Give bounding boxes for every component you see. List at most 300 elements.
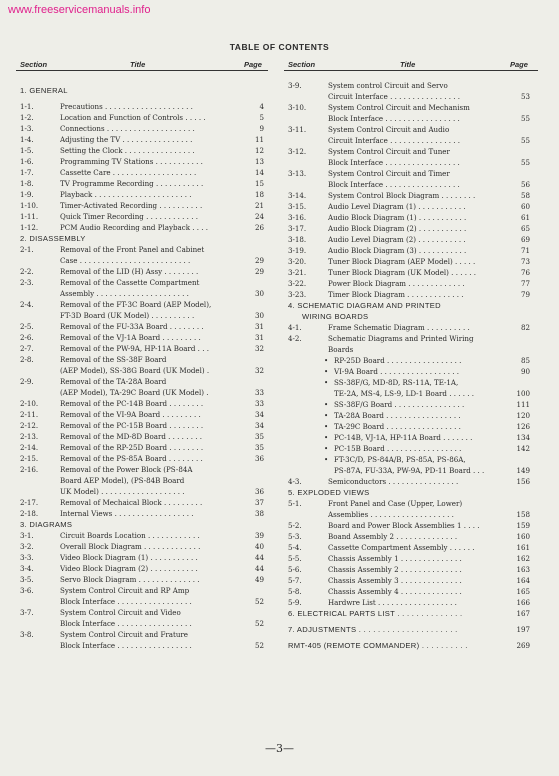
- entry-number: 1-10.: [20, 201, 39, 210]
- toc-entry[interactable]: [288, 201, 530, 212]
- page-ref: 35: [254, 443, 264, 452]
- toc-entry[interactable]: [288, 377, 530, 388]
- toc-entry[interactable]: [20, 387, 264, 398]
- entry-title: System Control Circuit and RP Amp: [60, 586, 190, 595]
- entry-title: Overall Block Diagram . . . . . . . . . . . . .: [60, 542, 201, 551]
- entry-title: Boand Assembly 2 . . . . . . . . . . . . . .: [328, 532, 458, 541]
- entry-number: 2-3.: [20, 278, 34, 287]
- page-ref: 37: [254, 498, 264, 507]
- toc-entry[interactable]: [288, 223, 530, 234]
- toc-entry[interactable]: [288, 212, 530, 223]
- toc-entry[interactable]: [288, 465, 530, 476]
- entry-title: PCM Audio Recording and Playback . . . .: [60, 223, 209, 232]
- entry-number: 2-1.: [20, 245, 34, 254]
- entry-title: Timer-Activated Recording . . . . . . . . . .: [60, 201, 203, 210]
- entry-number: 3-8.: [20, 630, 34, 639]
- page-ref: 76: [520, 268, 530, 277]
- entry-number: 3-11.: [288, 125, 307, 134]
- toc-entry[interactable]: [20, 563, 264, 574]
- toc-entry[interactable]: [288, 421, 530, 432]
- toc-entry[interactable]: [20, 244, 264, 255]
- page-ref: 12: [254, 146, 264, 155]
- page-ref: 100: [516, 389, 530, 398]
- entry-title: Removal of the PW-9A, HP-11A Board . . .: [60, 344, 209, 353]
- entry-number: 5-4.: [288, 543, 302, 552]
- page-ref: 162: [516, 554, 530, 563]
- entry-number: 3-14.: [288, 191, 307, 200]
- bullet: •: [324, 367, 329, 376]
- entry-title: Removal of the VI-9A Board . . . . . . . . .: [60, 410, 201, 419]
- toc-entry[interactable]: [288, 278, 530, 289]
- entry-number: 3-15.: [288, 202, 307, 211]
- entry-title: Tuner Block Diagram (AEP Model) . . . . .: [328, 257, 476, 266]
- entry-number: 3-18.: [288, 235, 307, 244]
- entry-number: 1-2.: [20, 113, 34, 122]
- entry-number: 5-7.: [288, 576, 302, 585]
- page-ref: 164: [516, 576, 530, 585]
- entry-number: 2-5.: [20, 322, 34, 331]
- entry-title: Assembly . . . . . . . . . . . . . . . . . . . . .: [60, 289, 189, 298]
- page-ref: 30: [254, 311, 264, 320]
- toc-entry[interactable]: [20, 167, 264, 178]
- page-ref: 163: [516, 565, 530, 574]
- page-ref: 79: [520, 290, 530, 299]
- entry-title: FT-3D Board (UK Model) . . . . . . . . . .: [60, 311, 195, 320]
- toc-entry[interactable]: [288, 168, 530, 179]
- entry-number: 2-15.: [20, 454, 39, 463]
- toc-entry[interactable]: [288, 344, 530, 355]
- entry-title: SS-38F/G, MD-8D, RS-11A, TE-1A,: [334, 378, 459, 387]
- entry-title: Setting the Clock . . . . . . . . . . . . . . . .: [60, 146, 195, 155]
- toc-entry[interactable]: [288, 476, 530, 487]
- page-ref: 29: [254, 267, 264, 276]
- toc-entry[interactable]: [288, 267, 530, 278]
- entry-title: System Control Circuit and Audio: [328, 125, 450, 134]
- page-ref: 82: [520, 323, 530, 332]
- section-title: 3. DIAGRAMS: [20, 520, 73, 529]
- toc-entry[interactable]: [288, 146, 530, 157]
- entry-number: 3-5.: [20, 575, 34, 584]
- entry-title: Removal of the PS-85A Board . . . . . . . .: [60, 454, 203, 463]
- toc-entry[interactable]: [20, 442, 264, 453]
- page-ref: 55: [520, 114, 530, 123]
- toc-entry[interactable]: [20, 497, 264, 508]
- toc-entry[interactable]: [20, 189, 264, 200]
- entry-number: 1-1.: [20, 102, 34, 111]
- entry-number: 2-4.: [20, 300, 34, 309]
- section-title: 4. SCHEMATIC DIAGRAM AND PRINTED: [288, 301, 441, 310]
- entry-title: Circuit Interface . . . . . . . . . . . . . . . .: [328, 92, 460, 101]
- entry-title: Removal of the PC-14B Board . . . . . . . .: [60, 399, 204, 408]
- toc-entry[interactable]: [20, 464, 264, 475]
- toc-section-heading[interactable]: [288, 487, 530, 498]
- entry-number: 2-6.: [20, 333, 34, 342]
- toc-entry[interactable]: [20, 453, 264, 464]
- toc-entry[interactable]: [20, 222, 264, 233]
- entry-number: 1-3.: [20, 124, 34, 133]
- entry-title: Hardwre List . . . . . . . . . . . . . . . . . .: [328, 598, 457, 607]
- entry-title: Audio Level Diagram (2) . . . . . . . . . . .: [328, 235, 466, 244]
- entry-title: Circuit Boards Location . . . . . . . . . . . .: [60, 531, 200, 540]
- entry-number: 1-8.: [20, 179, 34, 188]
- toc-entry[interactable]: [20, 200, 264, 211]
- toc-entry[interactable]: [288, 234, 530, 245]
- toc-entry[interactable]: [288, 179, 530, 190]
- toc-entry[interactable]: [20, 134, 264, 145]
- toc-entry[interactable]: [20, 365, 264, 376]
- toc-entry[interactable]: [288, 531, 530, 542]
- entry-title: Removal of the TA-28A Board: [60, 377, 167, 386]
- toc-entry[interactable]: [20, 255, 264, 266]
- entry-title: Programming TV Stations . . . . . . . . . . .: [60, 157, 203, 166]
- toc-entry[interactable]: [288, 542, 530, 553]
- toc-entry[interactable]: [288, 509, 530, 520]
- entry-title: TV Programme Recording . . . . . . . . . . .: [60, 179, 204, 188]
- entry-title: Semiconductors . . . . . . . . . . . . . . . .: [328, 477, 459, 486]
- page-ref: 161: [516, 543, 530, 552]
- entry-title: Removal of the Power Block (PS-84A: [60, 465, 193, 474]
- toc-entry[interactable]: [20, 354, 264, 365]
- entry-title: Connections . . . . . . . . . . . . . . . . . . . .: [60, 124, 195, 133]
- toc-entry[interactable]: [288, 388, 530, 399]
- entry-title: Chassis Assembly 4 . . . . . . . . . . . . . .: [328, 587, 462, 596]
- page-ref: 77: [520, 279, 530, 288]
- header-rule-right: [284, 70, 538, 71]
- entry-title: Removal of the VJ-1A Board . . . . . . . . .: [60, 333, 201, 342]
- entry-number: 3-13.: [288, 169, 307, 178]
- entry-title: Removal of the LID (H) Assy . . . . . . . .: [60, 267, 199, 276]
- entry-title: Playback . . . . . . . . . . . . . . . . . . . . . .: [60, 190, 192, 199]
- entry-title: Block Interface . . . . . . . . . . . . . . . . .: [328, 158, 460, 167]
- page-ref: 160: [516, 532, 530, 541]
- page-ref: 21: [254, 201, 264, 210]
- page-ref: 120: [516, 411, 530, 420]
- entry-title: Circuit Interface . . . . . . . . . . . . . . . .: [328, 136, 460, 145]
- toc-entry[interactable]: [20, 288, 264, 299]
- bullet: •: [324, 433, 329, 442]
- toc-left-column: [20, 80, 264, 651]
- entry-title: TA-29C Board . . . . . . . . . . . . . . . . .: [334, 422, 461, 431]
- toc-entry[interactable]: [20, 277, 264, 288]
- toc-right-column: [288, 80, 530, 651]
- entry-title: PS-87A, FU-33A, PW-9A, PD-11 Board . . .: [334, 466, 485, 475]
- toc-entry[interactable]: [20, 343, 264, 354]
- page-ref: 33: [254, 399, 264, 408]
- entry-title: Chassis Assembly 3 . . . . . . . . . . . . . .: [328, 576, 462, 585]
- page-ref: 39: [254, 531, 264, 540]
- watermark[interactable]: www.freeservicemanuals.info: [8, 4, 151, 16]
- toc-entry[interactable]: [288, 410, 530, 421]
- page-ref: 32: [254, 366, 264, 375]
- page-title: TABLE OF CONTENTS: [229, 42, 330, 52]
- toc-entry[interactable]: [288, 399, 530, 410]
- entry-number: 2-10.: [20, 399, 39, 408]
- entry-number: 3-12.: [288, 147, 307, 156]
- toc-entry[interactable]: [288, 553, 530, 564]
- page-ref: 31: [254, 322, 264, 331]
- toc-entry[interactable]: [288, 322, 530, 333]
- entry-title: PC-14B, VJ-1A, HP-11A Board . . . . . . .: [334, 433, 473, 442]
- entry-title: Servo Block Diagram . . . . . . . . . . . . . .: [60, 575, 200, 584]
- entry-title: Adjusting the TV . . . . . . . . . . . . . . . .: [60, 135, 193, 144]
- entry-number: 5-6.: [288, 565, 302, 574]
- page-ref: 73: [520, 257, 530, 266]
- header-section-left: Section: [20, 60, 48, 69]
- entry-title: Removal of the FU-33A Board . . . . . . . .: [60, 322, 204, 331]
- toc-entry[interactable]: [20, 596, 264, 607]
- page-ref: 65: [520, 224, 530, 233]
- toc-entry[interactable]: [20, 321, 264, 332]
- toc-entry[interactable]: [288, 586, 530, 597]
- entry-title: Block Interface . . . . . . . . . . . . . . . . .: [60, 597, 192, 606]
- toc-entry[interactable]: [288, 432, 530, 443]
- toc-entry[interactable]: [288, 124, 530, 135]
- entry-title: Internal Views . . . . . . . . . . . . . . . . . .: [60, 509, 194, 518]
- entry-title: Chassis Assembly 1 . . . . . . . . . . . . . .: [328, 554, 462, 563]
- entry-title: Location and Function of Controls . . . . .: [60, 113, 206, 122]
- entry-number: 1-6.: [20, 157, 34, 166]
- page-ref: 52: [254, 597, 264, 606]
- entry-number: 3-20.: [288, 257, 307, 266]
- toc-entry[interactable]: [20, 541, 264, 552]
- entry-title: Audio Block Diagram (3) . . . . . . . . . . .: [328, 246, 467, 255]
- entry-title: Removal of Mechaical Block . . . . . . . . .: [60, 498, 203, 507]
- entry-title: Precautions . . . . . . . . . . . . . . . . . . . .: [60, 102, 193, 111]
- toc-entry[interactable]: [20, 376, 264, 387]
- entry-title: System Control Circuit and Timer: [328, 169, 450, 178]
- toc-entry[interactable]: [20, 475, 264, 486]
- toc-entry[interactable]: [288, 498, 530, 509]
- toc-entry[interactable]: [288, 245, 530, 256]
- page-ref: 69: [520, 235, 530, 244]
- entry-number: 1-9.: [20, 190, 34, 199]
- entry-number: 1-5.: [20, 146, 34, 155]
- page-ref: 165: [516, 587, 530, 596]
- toc-section-heading[interactable]: [20, 233, 264, 244]
- entry-number: 2-14.: [20, 443, 39, 452]
- page-ref: 85: [520, 356, 530, 365]
- entry-number: 2-8.: [20, 355, 34, 364]
- toc-entry[interactable]: [288, 355, 530, 366]
- page-ref: 14: [254, 168, 264, 177]
- page-ref: 55: [520, 158, 530, 167]
- toc-entry[interactable]: [288, 102, 530, 113]
- toc-entry[interactable]: [288, 366, 530, 377]
- bullet: •: [324, 378, 329, 387]
- page-ref: 38: [254, 509, 264, 518]
- toc-entry[interactable]: [20, 552, 264, 563]
- page-ref: 142: [516, 444, 530, 453]
- entry-title: Removal of the MD-8D Board . . . . . . . .: [60, 432, 202, 441]
- entry-title: Removal of the Cassette Compartment: [60, 278, 200, 287]
- page-ref: 49: [254, 575, 264, 584]
- entry-title: Video Block Diagram (1) . . . . . . . . . . .: [60, 553, 198, 562]
- toc-entry[interactable]: [20, 299, 264, 310]
- page-ref: 44: [254, 553, 264, 562]
- toc-entry[interactable]: [20, 585, 264, 596]
- entry-number: 2-18.: [20, 509, 39, 518]
- entry-title: Front Panel and Case (Upper, Lower): [328, 499, 463, 508]
- toc-entry[interactable]: [20, 486, 264, 497]
- toc-entry[interactable]: [20, 409, 264, 420]
- toc-entry[interactable]: [20, 508, 264, 519]
- entry-number: 3-17.: [288, 224, 307, 233]
- entry-title: System Control Circuit and Frature: [60, 630, 188, 639]
- toc-entry[interactable]: [20, 156, 264, 167]
- entry-title: VI-9A Board . . . . . . . . . . . . . . . . . .: [334, 367, 460, 376]
- page-ref: 31: [254, 333, 264, 342]
- page-ref: 158: [516, 510, 530, 519]
- toc-entry[interactable]: [288, 575, 530, 586]
- toc-entry[interactable]: [288, 520, 530, 531]
- entry-title: Removal of the RP-25D Board . . . . . . . .: [60, 443, 204, 452]
- entry-number: 1-12.: [20, 223, 39, 232]
- toc-entry[interactable]: [288, 91, 530, 102]
- section-title: RMT-405 (REMOTE COMMANDER) . . . . . . . . . .: [288, 641, 468, 650]
- toc-entry[interactable]: [20, 211, 264, 222]
- toc-entry[interactable]: [20, 607, 264, 618]
- entry-title: System Control Circuit and Mechanism: [328, 103, 470, 112]
- toc-section-heading[interactable]: [20, 85, 264, 96]
- page-ref: 60: [520, 202, 530, 211]
- header-title-right: Title: [400, 60, 416, 69]
- toc-entry[interactable]: [20, 145, 264, 156]
- entry-title: (AEP Model), SS-38G Board (UK Model) .: [60, 366, 210, 375]
- page-ref: 167: [516, 609, 530, 618]
- toc-entry[interactable]: [288, 333, 530, 344]
- page-ref: 30: [254, 289, 264, 298]
- page-ref: 4: [259, 102, 264, 111]
- toc-entry[interactable]: [20, 629, 264, 640]
- entry-number: 3-23.: [288, 290, 307, 299]
- entry-title: Audio Block Diagram (1) . . . . . . . . . . .: [328, 213, 467, 222]
- entry-title: System control Circuit and Servo: [328, 81, 448, 90]
- toc-entry[interactable]: [288, 454, 530, 465]
- toc-entry[interactable]: [20, 266, 264, 277]
- toc-entry[interactable]: [288, 80, 530, 91]
- entry-number: 5-3.: [288, 532, 302, 541]
- entry-title: Board and Power Block Assemblies 1 . . . .: [328, 521, 480, 530]
- entry-title: FT-3C/D, PS-84A/B, PS-85A, PS-86A,: [334, 455, 466, 464]
- entry-title: Video Block Diagram (2) . . . . . . . . . . .: [60, 564, 198, 573]
- page-ref: 53: [520, 92, 530, 101]
- page-ref: 149: [516, 466, 530, 475]
- page-ref: 32: [254, 344, 264, 353]
- toc-section-heading[interactable]: [288, 311, 530, 322]
- toc-entry[interactable]: [20, 178, 264, 189]
- page-ref: 111: [516, 400, 530, 409]
- toc-entry[interactable]: [20, 112, 264, 123]
- toc-entry[interactable]: [288, 113, 530, 124]
- entry-number: 5-1.: [288, 499, 302, 508]
- entry-number: 1-4.: [20, 135, 34, 144]
- toc-entry[interactable]: [288, 157, 530, 168]
- toc-entry[interactable]: [20, 398, 264, 409]
- toc-entry[interactable]: [288, 135, 530, 146]
- page-ref: 159: [516, 521, 530, 530]
- entry-title: Cassette Care . . . . . . . . . . . . . . . . . . .: [60, 168, 197, 177]
- page-ref: 52: [254, 619, 264, 628]
- entry-title: Board AEP Model), (PS-84B Board: [60, 476, 185, 485]
- section-title: 5. EXPLODED VIEWS: [288, 488, 370, 497]
- page-ref: 33: [254, 388, 264, 397]
- page-ref: 90: [520, 367, 530, 376]
- toc-entry[interactable]: [20, 101, 264, 112]
- toc-entry[interactable]: [20, 310, 264, 321]
- page-ref: 13: [254, 157, 264, 166]
- entry-number: 3-21.: [288, 268, 307, 277]
- toc-entry[interactable]: [288, 190, 530, 201]
- entry-title: Boards: [328, 345, 354, 354]
- entry-title: SS-38F/G Board . . . . . . . . . . . . . . . .: [334, 400, 465, 409]
- toc-entry[interactable]: [20, 123, 264, 134]
- entry-title: RP-25D Board . . . . . . . . . . . . . . . . .: [334, 356, 462, 365]
- page-ref: 34: [254, 421, 264, 430]
- toc-entry[interactable]: [20, 332, 264, 343]
- toc-section-heading[interactable]: [288, 608, 530, 619]
- toc-entry[interactable]: [20, 618, 264, 629]
- header-title-left: Title: [130, 60, 146, 69]
- toc-entry[interactable]: [288, 443, 530, 454]
- page-ref: 11: [254, 135, 264, 144]
- page-ref: 40: [254, 542, 264, 551]
- page-ref: 58: [520, 191, 530, 200]
- entry-number: 4-2.: [288, 334, 302, 343]
- toc-entry[interactable]: [288, 597, 530, 608]
- entry-title: UK Model) . . . . . . . . . . . . . . . . . . .: [60, 487, 185, 496]
- entry-number: 3-2.: [20, 542, 34, 551]
- toc-section-heading[interactable]: [288, 300, 530, 311]
- entry-title: TE-2A, MS-4, LS-9, LD-1 Board . . . . . .: [334, 389, 475, 398]
- toc-section-heading[interactable]: [288, 624, 530, 635]
- entry-title: Block Interface . . . . . . . . . . . . . . . . .: [60, 619, 192, 628]
- entry-title: (AEP Model), TA-29C Board (UK Model) .: [60, 388, 209, 397]
- page-ref: 44: [254, 564, 264, 573]
- entry-title: Case . . . . . . . . . . . . . . . . . . . . . . . . .: [60, 256, 191, 265]
- entry-number: 3-4.: [20, 564, 34, 573]
- entry-title: Block Interface . . . . . . . . . . . . . . . . .: [60, 641, 192, 650]
- toc-entry[interactable]: [20, 420, 264, 431]
- toc-entry[interactable]: [20, 640, 264, 651]
- bullet: •: [324, 356, 329, 365]
- bullet: •: [324, 455, 329, 464]
- toc-entry[interactable]: [288, 289, 530, 300]
- toc-entry[interactable]: [288, 256, 530, 267]
- toc-entry[interactable]: [20, 530, 264, 541]
- toc-section-heading[interactable]: [288, 640, 530, 651]
- toc-section-heading[interactable]: [20, 519, 264, 530]
- section-title: 6. ELECTRICAL PARTS LIST . . . . . . . . . . . . . .: [288, 609, 463, 618]
- bullet: •: [324, 400, 329, 409]
- page-ref: 156: [516, 477, 530, 486]
- entry-number: 3-19.: [288, 246, 307, 255]
- toc-entry[interactable]: [288, 564, 530, 575]
- page-ref: 36: [254, 487, 264, 496]
- entry-title: Tuner Block Diagram (UK Model) . . . . . .: [328, 268, 476, 277]
- page-ref: 166: [516, 598, 530, 607]
- entry-number: 5-8.: [288, 587, 302, 596]
- header-rule-left: [16, 70, 268, 71]
- bullet: •: [324, 422, 329, 431]
- toc-entry[interactable]: [20, 431, 264, 442]
- entry-title: Removal of the PC-15B Board . . . . . . . .: [60, 421, 204, 430]
- entry-number: 1-11.: [20, 212, 39, 221]
- page-ref: 5: [259, 113, 264, 122]
- toc-entry[interactable]: [20, 574, 264, 585]
- entry-number: 3-6.: [20, 586, 34, 595]
- entry-title: Frame Schematic Diagram . . . . . . . . . .: [328, 323, 470, 332]
- entry-title: PC-15B Board . . . . . . . . . . . . . . . . .: [334, 444, 462, 453]
